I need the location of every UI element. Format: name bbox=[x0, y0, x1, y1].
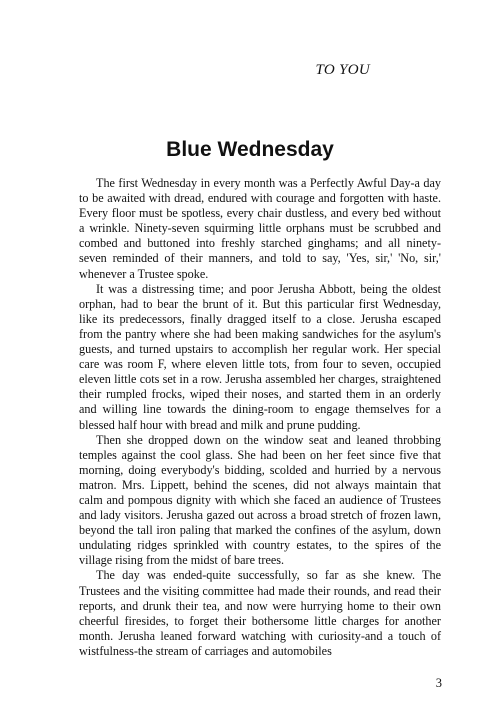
page-number: 3 bbox=[435, 676, 442, 690]
chapter-title: Blue Wednesday bbox=[166, 138, 334, 161]
paragraph-1: The first Wednesday in every month was a Perfectly Awful Day-a day to be awaited with dread, endured with courage and forgotten with haste. Every floor must be spotless, every chair dustless, and every bed without a wrinkle. Ninety-seven squirming little orphans must be scrubbed and combed and buttoned into freshly starched ginghams; and all ninety-seven reminded of their manners, and told to say, 'Yes, sir,' 'No, sir,' whenever a Trustee spoke. bbox=[79, 176, 441, 281]
paragraph-4: The day was ended-quite successfully, so far as she knew. The Trustees and the visiting committee had made their rounds, and read their reports, and drunk their tea, and now were hurrying home to their own cheerful firesides, to forget their bothersome little charges for another month. Jerusha leaned forward watching with curiosity-and a touch of wistfulness-the stream of carriages and automobiles bbox=[79, 568, 441, 658]
paragraph-3: Then she dropped down on the window seat and leaned throbbing temples against the cool glass. She had been on her feet since five that morning, doing everybody's bidding, scolded and hurried by a nervous matron. Mrs. Lippett, behind the scenes, did not always maintain that calm and pompous dignity with which she faced an audience of Trustees and lady visitors. Jerusha gazed out across a broad stretch of frozen lawn, beyond the tall iron paling that marked the confines of the asylum, down undulating ridges sprinkled with country estates, to the spires of the village rising from the midst of bare trees. bbox=[79, 432, 441, 568]
chapter-body bbox=[79, 176, 441, 659]
dedication-header: TO YOU bbox=[315, 62, 370, 78]
paragraph-2: It was a distressing time; and poor Jerusha Abbott, being the oldest orphan, had to bear the brunt of it. But this particular first Wednesday, like its predecessors, finally dragged itself to a close. Jerusha escaped from the pantry where she had been making sandwiches for the asylum's guests, and turned upstairs to accomplish her regular work. Her special care was room F, where eleven little tots, from four to seven, occupied eleven little cots set in a row. Jerusha assembled her charges, straightened their rumpled frocks, wiped their noses, and started them in an orderly and willing line towards the dining-room to engage themselves for a blessed half hour with bread and milk and prune pudding. bbox=[79, 281, 441, 432]
